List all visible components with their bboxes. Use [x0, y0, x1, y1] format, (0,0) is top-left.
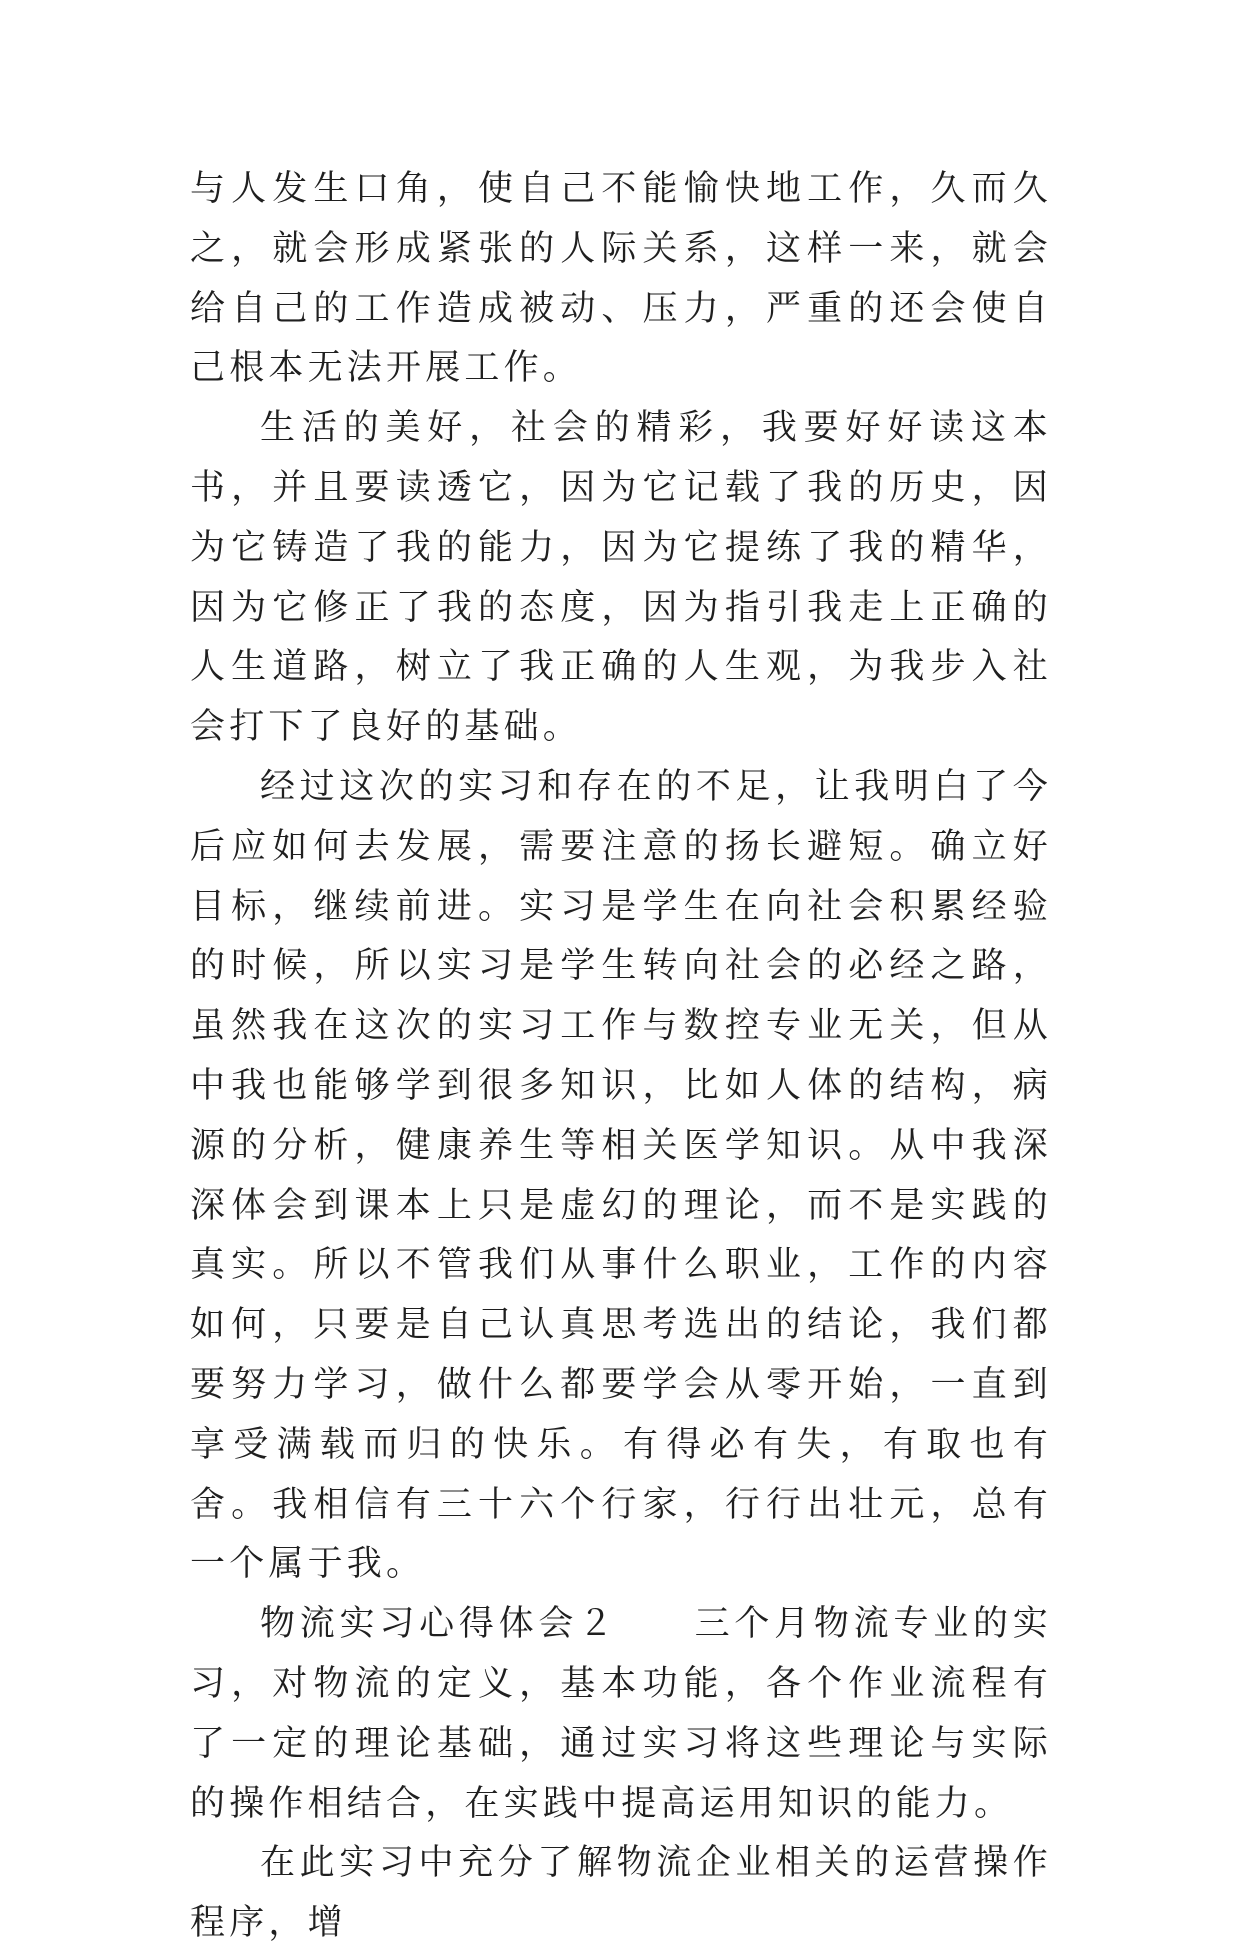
paragraph-1: 与人发生口角，使自己不能愉快地工作，久而久之，就会形成紧张的人际关系，这样一来，就会给自己的工作造成被动、压力，严重的还会使自己根本无法开展工作。: [190, 169, 1052, 389]
paragraph-3: 经过这次的实习和存在的不足，让我明白了今后应如何去发展，需要注意的扬长避短。确立好目标，继续前进。实习是学生在向社会积累经验的时候，所以实习是学生转向社会的必经之路，虽然我在这次的实习工作与数控专业无关，但从中我也能够学到很多知识，比如人体的结构，病源的分析，健康养生等相关医学知识。从中我深深体会到课本上只是虚幻的理论，而不是实践的真实。所以不管我们从事什么职业，工作的内容如何，只要是自己认真思考选出的结论，我们都要努力学习，做什么都要学会从零开始，一直到享受满载而归的快乐。有得必有失，有取也有舍。我相信有三十六个行家，行行出壮元，总有一个属于我。: [190, 766, 1052, 1585]
paragraph-2: 生活的美好，社会的精彩，我要好好读这本书，并且要读透它，因为它记载了我的历史，因为它铸造了我的能力，因为它提练了我的精华，因为它修正了我的态度，因为指引我走上正确的人生道路，树立了我正确的人生观，为我步入社会打下了良好的基础。: [190, 408, 1052, 748]
paragraph-4: [190, 1595, 1052, 1834]
paragraph-5: 在此实习中充分了解物流企业相关的运营操作程序，增: [190, 1843, 1052, 1944]
paragraph-4-text: 三个月物流专业的实习，对物流的定义，基本功能，各个作业流程有了一定的理论基础，通过实习将这些理论与实际的操作相结合，在实践中提高运用知识的能力。: [190, 1604, 1052, 1824]
section-heading: 物流实习心得体会２: [260, 1604, 618, 1645]
document-body: [190, 160, 1052, 1954]
